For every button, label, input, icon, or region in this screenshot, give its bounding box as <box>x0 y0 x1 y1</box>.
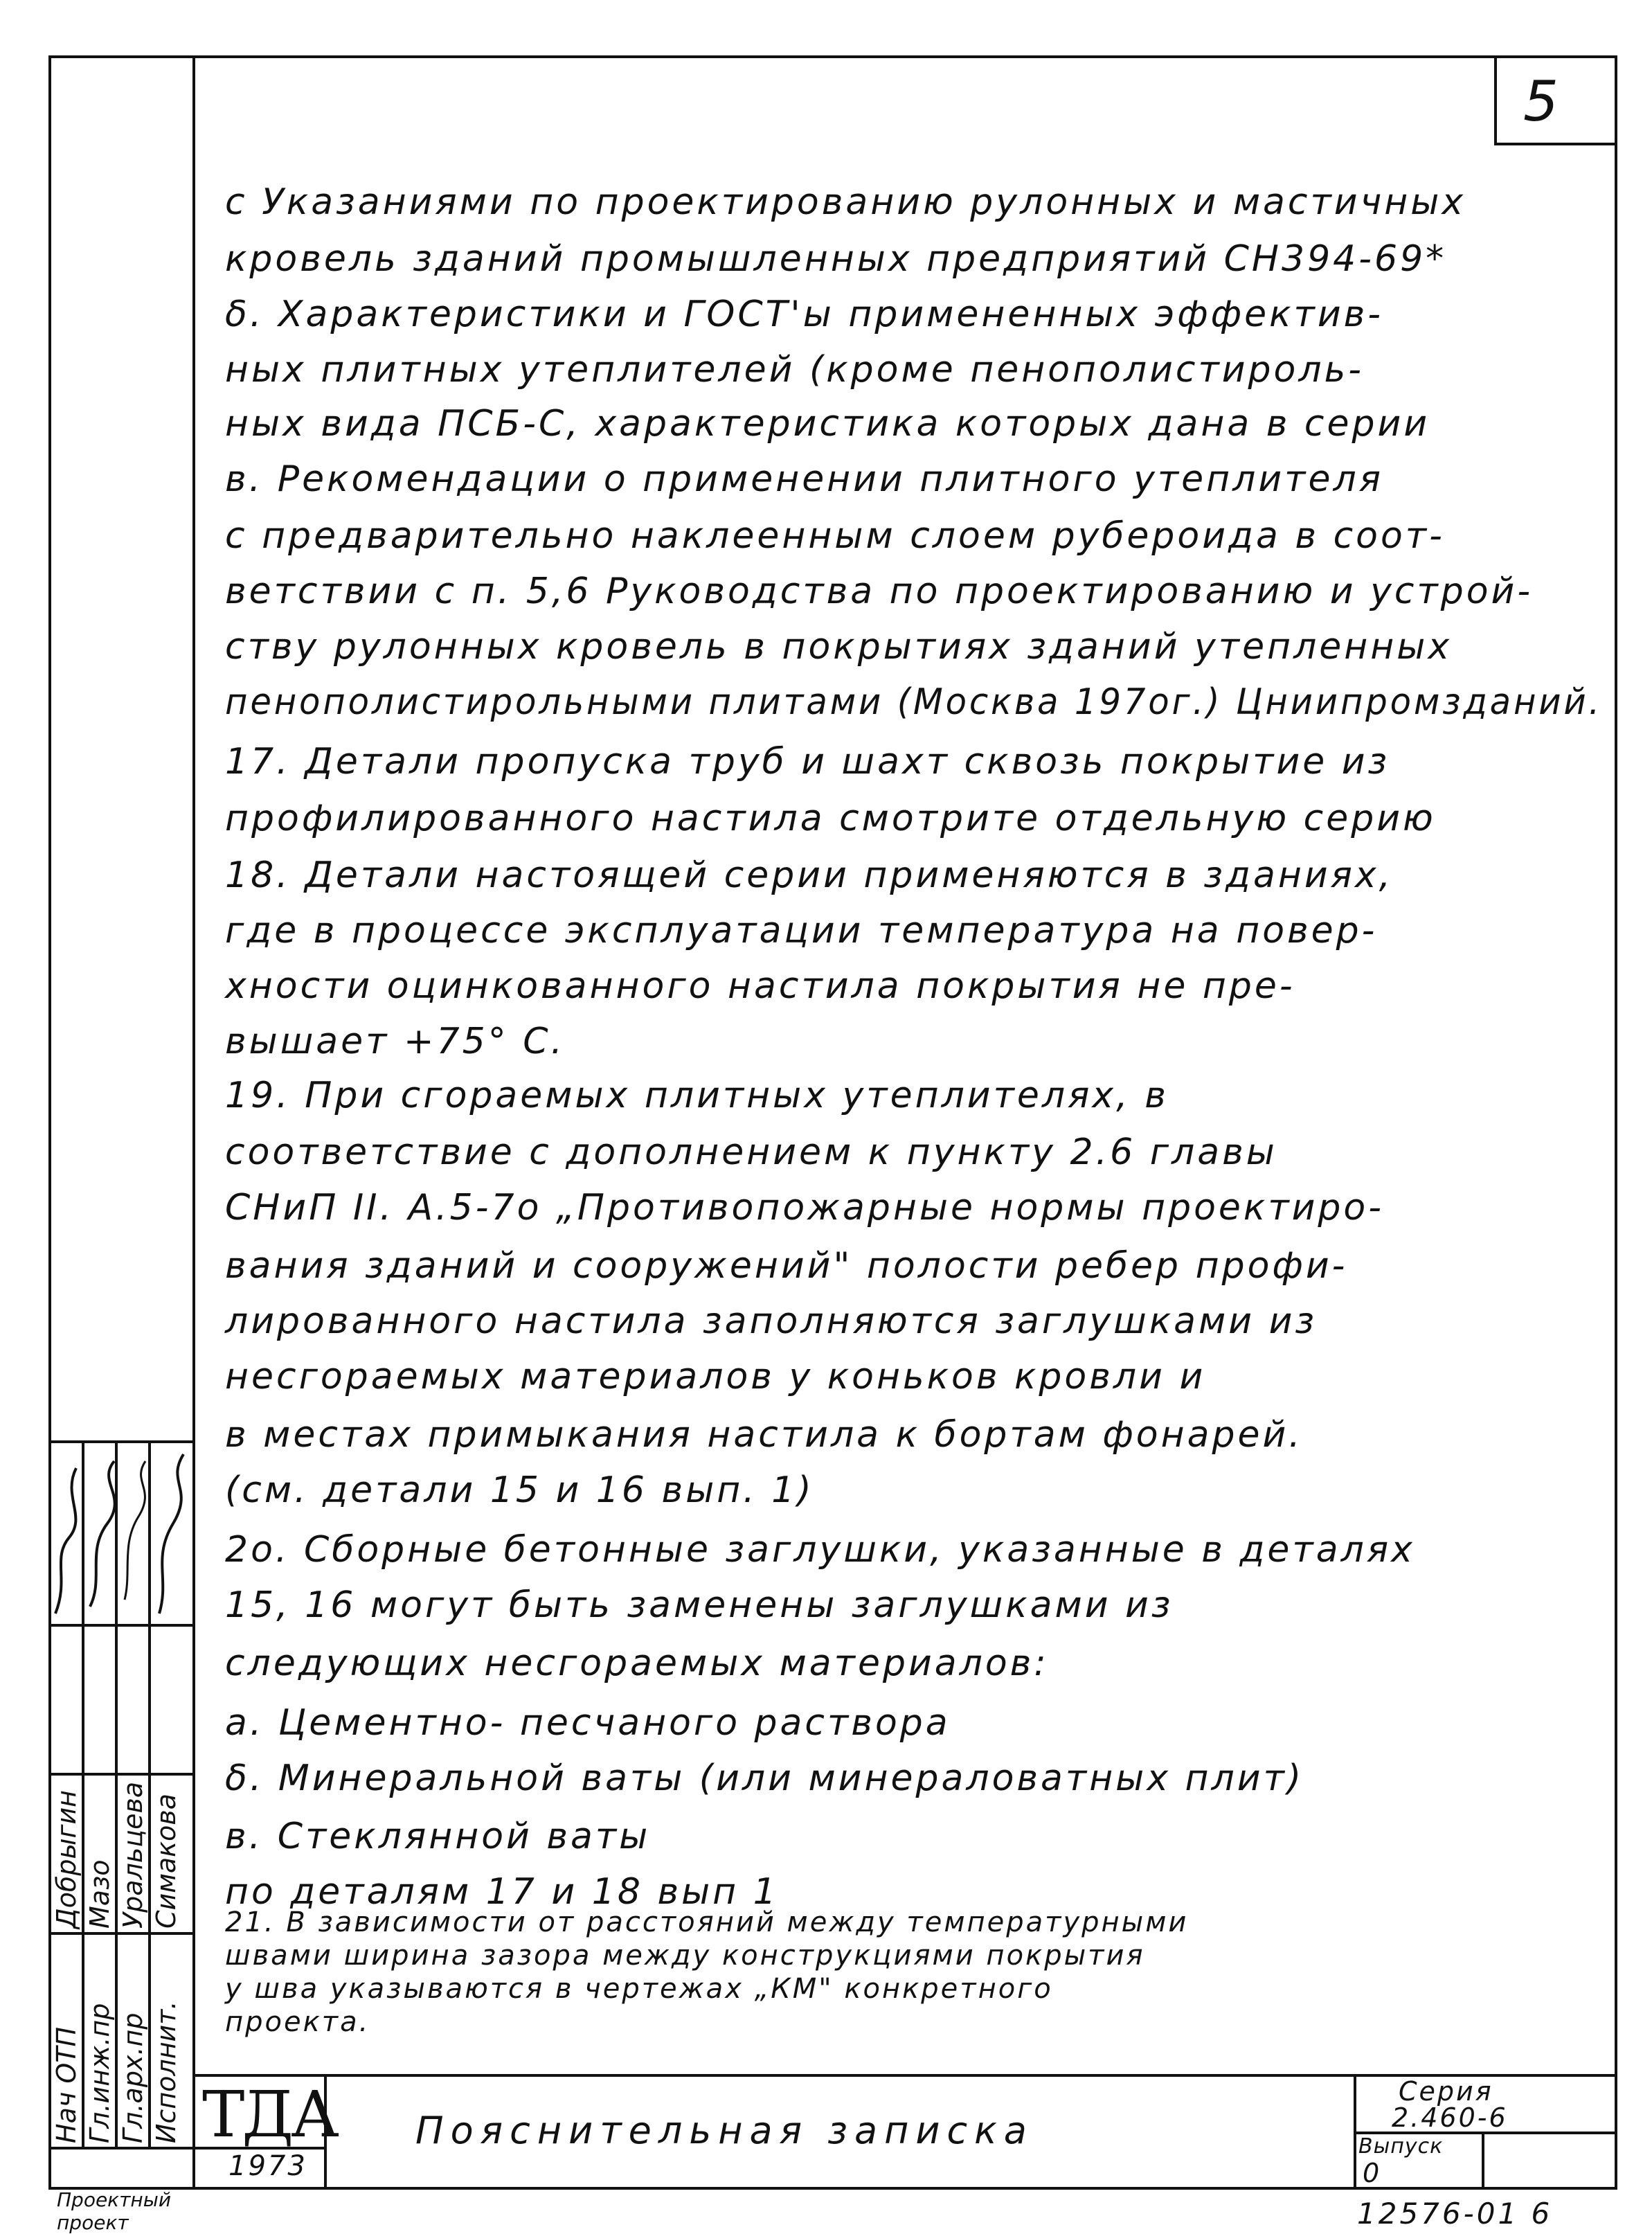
body-line: кровель зданий промышленных предприятий СН394-69* <box>225 238 1447 280</box>
series-number: 2.460-6 <box>1392 2102 1508 2133</box>
signatures-graphic <box>48 1440 192 1624</box>
side-role-2: Гл.инж.пр <box>84 2003 115 2143</box>
body-line: следующих несгораемых материалов: <box>225 1643 1049 1684</box>
issue-right-divider <box>1482 2132 1484 2190</box>
body-line: несгораемых материалов у коньков кровли и <box>225 1356 1206 1397</box>
body-line: профилированного настила смотрите отдельную серию <box>225 798 1436 839</box>
series-label: Серия <box>1399 2076 1493 2107</box>
side-stamp-row-4 <box>48 2147 192 2150</box>
issue-label: Выпуск <box>1358 2134 1444 2159</box>
body-line: в местах примыкания настила к бортам фонарей. <box>225 1414 1303 1456</box>
body-small-line: проекта. <box>225 2006 370 2038</box>
side-stamp-row-2 <box>48 1773 192 1776</box>
side-role-1: Нач ОТП <box>51 2026 82 2143</box>
body-line: пенополистирольными плитами (Москва 197ог.) Цниипромзданий. <box>225 681 1603 723</box>
side-stamp-row-3 <box>48 1932 192 1935</box>
body-line: соответствие с дополнением к пункту 2.6 главы <box>225 1132 1277 1173</box>
side-role-4: Исполнит. <box>151 2001 181 2143</box>
body-line: вания зданий и сооружений" полости ребер профи- <box>225 1245 1348 1287</box>
stamp-text: Проектный проект <box>57 2188 172 2234</box>
body-line: 19. При сгораемых плитных утеплителях, в <box>225 1075 1169 1116</box>
body-line: в. Рекомендации о применении плитного утеплителя <box>225 458 1383 500</box>
year: 1973 <box>228 2150 307 2182</box>
side-role-3: Гл.арх.пр <box>118 2012 148 2143</box>
body-line: 18. Детали настоящей серии применяются в зданиях, <box>225 855 1394 896</box>
body-line: 17. Детали пропуска труб и шахт сквозь покрытие из <box>225 741 1390 783</box>
body-line: ных вида ПСБ-С, характеристика которых дана в серии <box>225 403 1430 445</box>
body-line: лированного настила заполняются заглушками из <box>225 1301 1318 1342</box>
binding-margin-line <box>192 55 195 2190</box>
body-line: хности оцинкованного настила покрытия не пре- <box>225 965 1295 1007</box>
body-line: СНиП II. А.5-7о „Противопожарные нормы проектиро- <box>225 1187 1384 1228</box>
body-line: ных плитных утеплителей (кроме пенополистироль- <box>225 349 1365 391</box>
sheet-code: 12576-01 6 <box>1357 2197 1553 2231</box>
body-line: в. Стеклянной ваты <box>225 1816 651 1857</box>
body-small-line: у шва указываются в чертежах „КМ" конкретного <box>225 1973 1053 2005</box>
page-number: 5 <box>1523 69 1561 134</box>
body-line: вышает +75° С. <box>225 1021 566 1062</box>
body-line: а. Цементно- песчаного раствора <box>225 1702 951 1744</box>
body-line: с Указаниями по проектированию рулонных и мастичных <box>225 181 1466 223</box>
body-small-line: швами ширина зазора между конструкциями покрытия <box>225 1940 1145 1972</box>
body-line: по деталям 17 и 18 вып 1 <box>225 1871 779 1913</box>
side-name-3: Уральцева <box>118 1781 148 1929</box>
side-name-1: Добрыгин <box>51 1789 82 1929</box>
side-name-2: Мазо <box>84 1859 115 1929</box>
body-line: 2о. Сборные бетонные заглушки, указанные в деталях <box>225 1529 1415 1571</box>
body-line: (см. детали 15 и 16 вып. 1) <box>225 1469 814 1511</box>
body-line: ству рулонных кровель в покрытиях зданий утепленных <box>225 626 1453 668</box>
body-line: с предварительно наклеенным слоем рубероида в соот- <box>225 515 1445 557</box>
body-line: ветствии с п. 5,6 Руководства по проектированию и устрой- <box>225 571 1534 612</box>
organization-logo: ТДА <box>202 2077 336 2152</box>
side-stamp-row-1 <box>48 1624 192 1627</box>
body-line: где в процессе эксплуатации температура на повер- <box>225 910 1378 951</box>
body-line: δ. Характеристики и ГОСТ'ы примененных эффектив- <box>225 294 1384 335</box>
document-title: Пояснительная записка <box>415 2109 1034 2152</box>
body-line: 15, 16 могут быть заменены заглушками из <box>225 1584 1174 1626</box>
side-name-4: Симакова <box>151 1793 181 1929</box>
body-line: δ. Минеральной ваты (или минераловатных плит) <box>225 1758 1304 1799</box>
body-small-line: 21. В зависимости от расстояний между температурными <box>225 1906 1189 1938</box>
issue-number: 0 <box>1363 2158 1382 2188</box>
